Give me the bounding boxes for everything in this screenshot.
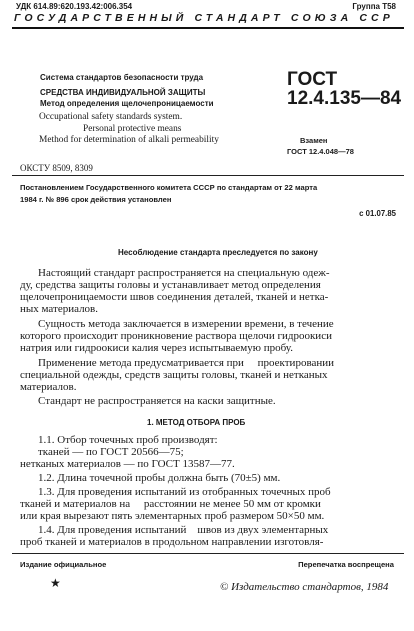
section-line: 1.3. Для проведения испытаний из отобранных точечных проб bbox=[38, 486, 331, 498]
section-line: нетканых материалов — по ГОСТ 13587—77. bbox=[20, 458, 235, 470]
section-heading: 1. МЕТОД ОТБОРА ПРОБ bbox=[147, 418, 246, 427]
section-line: или края вырезают пять элементарных проб размером 50×50 мм. bbox=[20, 510, 325, 522]
intro-line: Сущность метода заключается в измерении времени, в течение bbox=[38, 318, 334, 330]
intro-line: ных материалов. bbox=[20, 303, 98, 315]
decree-line: 1984 г. № 896 срок действия установлен bbox=[20, 195, 172, 204]
intro-line: ду, средства защиты головы и устанавливает метод определения bbox=[20, 279, 321, 291]
replaces-label: Взамен bbox=[300, 136, 328, 145]
intro-line: натрия или гидроокиси калия через испытываемую пробу. bbox=[20, 342, 293, 354]
okstu-code: ОКСТУ 8509, 8309 bbox=[20, 163, 93, 173]
document-title-en-line: Occupational safety standards system. bbox=[39, 112, 183, 122]
intro-line: материалов. bbox=[20, 381, 77, 393]
section-line: 1.2. Длина точечной пробы должна быть (70±5) мм. bbox=[38, 472, 281, 484]
document-subtitle-ru: Метод определения щелочепроницаемости bbox=[40, 99, 214, 108]
copyright-notice: © Издательство стандартов, 1984 bbox=[220, 581, 389, 593]
section-line: 1.4. Для проведения испытаний швов из двух элементарных bbox=[38, 524, 329, 536]
udk-code: УДК 614.89:620.193.42:006.354 bbox=[16, 2, 133, 11]
intro-line: специальной одежды, средств защиты головы, тканей и нетканых bbox=[20, 369, 328, 381]
legal-warning: Несоблюдение стандарта преследуется по закону bbox=[118, 248, 318, 257]
document-title-en-line: Personal protective means bbox=[83, 124, 182, 134]
gost-number: 12.4.135—84 bbox=[287, 88, 402, 109]
gost-label: ГОСТ bbox=[287, 69, 338, 90]
group-code: Группа Т58 bbox=[352, 2, 396, 11]
section-line: тканей и материалов на расстоянии не менее 50 мм от кромки bbox=[20, 498, 321, 510]
decree-line: Постановлением Государственного комитета СССР по стандартам от 22 марта bbox=[20, 183, 318, 192]
replaces-value: ГОСТ 12.4.048—78 bbox=[287, 147, 354, 156]
section-line: 1.1. Отбор точечных проб производят: bbox=[38, 434, 218, 446]
state-standard-banner: ГОСУДАРСТВЕННЫЙ СТАНДАРТ СОЮЗА ССР bbox=[14, 12, 394, 24]
intro-line: щелочепроницаемости швов соединения деталей, тканей и нетка- bbox=[20, 291, 329, 303]
star-icon: ★ bbox=[50, 576, 61, 590]
official-edition-label: Издание официальное bbox=[20, 560, 107, 569]
bottom-rule bbox=[12, 553, 404, 554]
document-title-ru: СРЕДСТВА ИНДИВИДУАЛЬНОЙ ЗАЩИТЫ bbox=[40, 88, 206, 97]
intro-line: которого происходит проникновение раствора щелочи гидроокиси bbox=[20, 330, 332, 342]
section-line: тканей — по ГОСТ 20566—75; bbox=[38, 446, 184, 458]
intro-line: Применение метода предусматривается при проектировании bbox=[38, 357, 335, 369]
section-line: проб тканей и материалов в продольном направлении изготовля- bbox=[20, 536, 324, 548]
standards-system-title: Система стандартов безопасности труда bbox=[40, 73, 204, 82]
intro-line: Стандарт не распространяется на каски защитные. bbox=[38, 395, 276, 407]
reprint-prohibited-label: Перепечатка воспрещена bbox=[298, 560, 394, 569]
middle-rule bbox=[12, 175, 404, 176]
intro-line: Настоящий стандарт распространяется на специальную одеж- bbox=[38, 267, 330, 279]
top-rule bbox=[12, 27, 404, 29]
document-title-en-line: Method for determination of alkali permeability bbox=[39, 135, 219, 145]
effective-date: с 01.07.85 bbox=[359, 209, 396, 218]
